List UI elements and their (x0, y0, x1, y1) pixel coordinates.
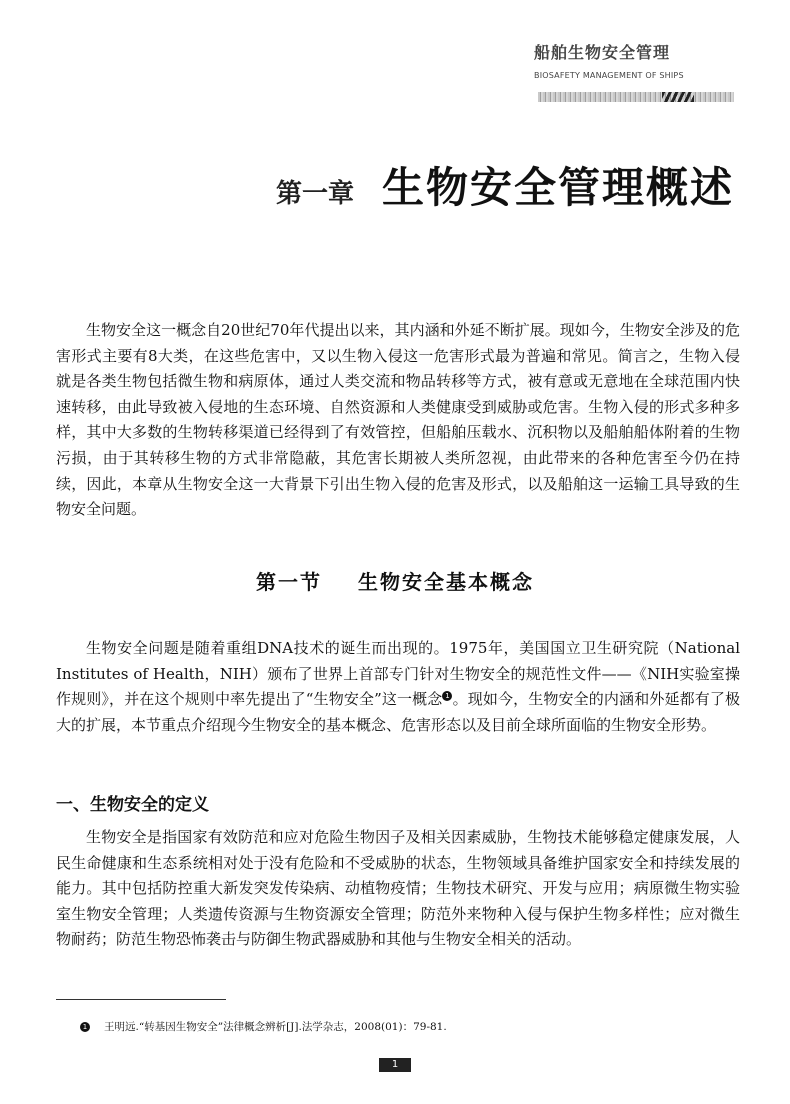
footnote-reference-marker[interactable]: 1 (442, 691, 452, 701)
header-title-en: BIOSAFETY MANAGEMENT OF SHIPS (534, 71, 684, 80)
footnote (80, 1019, 447, 1034)
intro-paragraph: 生物安全这一概念自20世纪70年代提出以来，其内涵和外延不断扩展。现如今，生物安全涉及的危害形式主要有8大类，在这些危害中，又以生物入侵这一危害形式最为普遍和常见。简言之，生物入侵就是各类生物包括微生物和病原体，通过人类交流和物品转移等方式，被有意或无意地在全球范围内快速转移，由此导致被入侵地的生态环境、自然资源和人类健康受到威胁或危害。生物入侵的形式多种多样，其中大多数的生物转移渠道已经得到了有效管控，但船舶压载水、沉积物以及船舶船体附着的生物污损，由于其转移生物的方式非常隐蔽，其危害长期被人类所忽视，由此带来的各种危害至今仍在持续，因此，本章从生物安全这一大背景下引出生物入侵的危害及形式，以及船舶这一运输工具导致的生物安全问题。 (56, 321, 740, 519)
section-heading (0, 566, 790, 595)
footnote-marker: 1 (80, 1022, 90, 1032)
running-header (534, 40, 734, 80)
section-paragraph-text-cont: 。现如今，生物安全的内涵和外延都有了极大的扩展，本节重点介绍现今生物安全的基本概念、危害形态以及目前全球所面临的生物安全形势。 (56, 690, 740, 734)
header-decorative-stripe (538, 92, 734, 102)
header-stripe-accent (662, 92, 694, 102)
section-paragraph-text: 生物安全问题是随着重组DNA技术的诞生而出现的。1975年，美国国立卫生研究院（National Institutes of Health，NIH）颁布了世界上首部专门针对生物安全的规范性文件——《NIH实验室操作规则》，并在这个规则中率先提出了“生物安全”这一概念 (56, 639, 740, 709)
section-title: 生物安全基本概念 (358, 570, 534, 594)
definition-paragraph: 生物安全是指国家有效防范和应对危险生物因子及相关因素威胁，生物技术能够稳定健康发展，人民生命健康和生态系统相对处于没有危险和不受威胁的状态，生物领域具备维护国家安全和持续发展的能力。其中包括防控重大新发突发传染病、动植物疫情；生物技术研究、开发与应用；病原微生物实验室生物安全管理；人类遗传资源与生物资源安全管理；防范外来物种入侵与保护生物多样性；应对微生物耐药；防范生物恐怖袭击与防御生物武器威胁和其他与生物安全相关的活动。 (56, 828, 740, 949)
section-paragraph (56, 636, 740, 738)
footnote-divider (56, 999, 226, 1000)
chapter-title: 生物安全管理概述 (381, 163, 734, 212)
page-number: 1 (379, 1058, 411, 1072)
chapter-heading (276, 155, 734, 215)
header-title-cn: 船舶生物安全管理 (534, 43, 671, 62)
section-number: 第一节 (256, 570, 322, 594)
subsection-heading: 一、生物安全的定义 (56, 795, 209, 815)
chapter-label: 第一章 (275, 179, 354, 209)
footnote-text: 王明远.“转基因生物安全”法律概念辨析[J].法学杂志，2008(01)：79-81. (104, 1021, 447, 1033)
